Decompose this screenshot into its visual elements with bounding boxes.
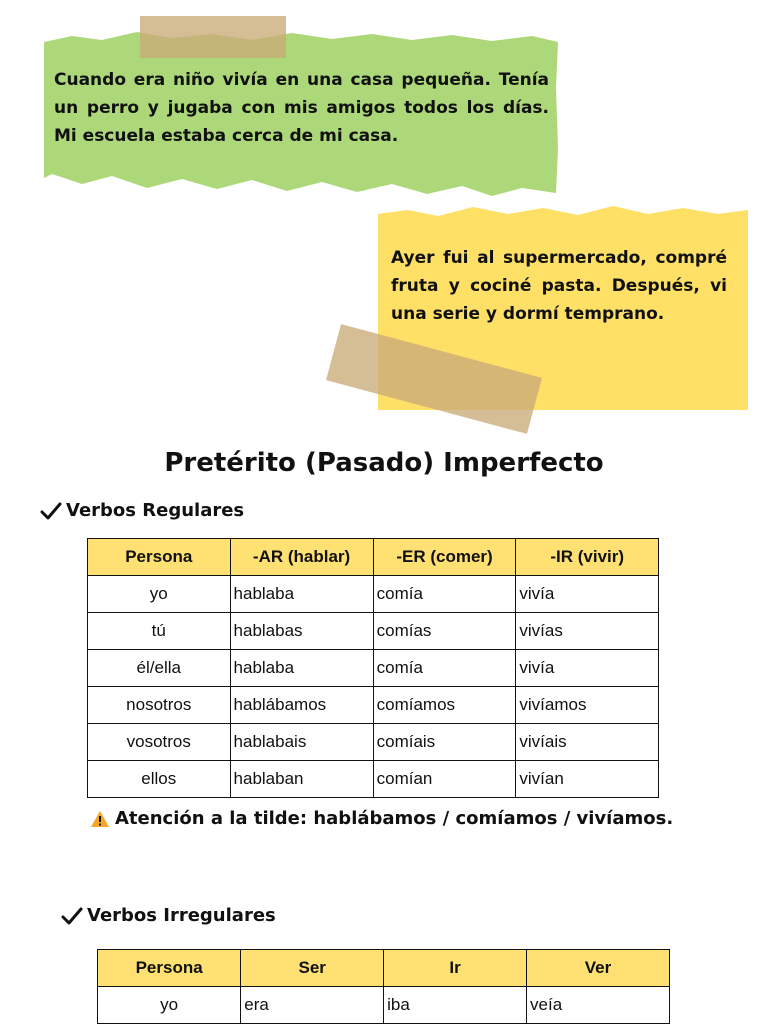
irregular-verbs-heading-label: Verbos Irregulares (87, 905, 276, 926)
table-header: Ver (527, 950, 670, 987)
table-header: -ER (comer) (373, 539, 516, 576)
table-cell: comía (373, 576, 516, 613)
table-cell: comíamos (373, 687, 516, 724)
table-cell: yo (88, 576, 231, 613)
table-cell: era (241, 987, 384, 1024)
table-cell: veía (527, 987, 670, 1024)
irregular-verbs-heading (61, 905, 276, 926)
table-cell: hablábamos (230, 687, 373, 724)
table-cell: hablaba (230, 576, 373, 613)
yellow-note-text: Ayer fui al supermercado, compré fruta y cociné pasta. Después, vi una serie y dormí temprano. (391, 248, 727, 324)
table-cell: comía (373, 650, 516, 687)
table-cell: vivía (516, 650, 659, 687)
table-cell: vivía (516, 576, 659, 613)
table-row (88, 576, 659, 613)
table-cell: yo (98, 987, 241, 1024)
table-cell: tú (88, 613, 231, 650)
page-title: Pretérito (Pasado) Imperfecto (164, 448, 604, 478)
regular-verbs-heading-label: Verbos Regulares (66, 500, 245, 521)
table-row (88, 650, 659, 687)
table-row (98, 987, 670, 1024)
table-header: -AR (hablar) (230, 539, 373, 576)
table-row (88, 687, 659, 724)
table-cell: hablaba (230, 650, 373, 687)
table-header: Persona (88, 539, 231, 576)
table-cell: ellos (88, 761, 231, 798)
green-note (42, 28, 560, 203)
table-cell: comías (373, 613, 516, 650)
table-cell: vivían (516, 761, 659, 798)
warning-text: Atención a la tilde: hablábamos / comíamos / vivíamos. (115, 808, 674, 829)
table-cell: iba (384, 987, 527, 1024)
table-cell: nosotros (88, 687, 231, 724)
table-cell: hablabais (230, 724, 373, 761)
table-header: Persona (98, 950, 241, 987)
warning-icon (90, 810, 110, 828)
table-cell: hablaban (230, 761, 373, 798)
table-cell: hablabas (230, 613, 373, 650)
check-icon (40, 501, 62, 521)
table-cell: él/ella (88, 650, 231, 687)
table-cell: vivíais (516, 724, 659, 761)
table-cell: vivías (516, 613, 659, 650)
table-cell: vivíamos (516, 687, 659, 724)
table-row (88, 761, 659, 798)
regular-verbs-table (87, 538, 659, 798)
accent-warning (90, 808, 673, 829)
table-header: Ser (241, 950, 384, 987)
table-row (88, 724, 659, 761)
irregular-verbs-table (97, 949, 670, 1024)
table-header: -IR (vivir) (516, 539, 659, 576)
tape-strip (140, 16, 286, 58)
table-cell: vosotros (88, 724, 231, 761)
table-cell: comían (373, 761, 516, 798)
check-icon (61, 906, 83, 926)
table-header: Ir (384, 950, 527, 987)
green-note-text: Cuando era niño vivía en una casa pequeña. Tenía un perro y jugaba con mis amigos todos los días. Mi escuela estaba cerca de mi casa. (54, 70, 549, 146)
regular-verbs-heading (40, 500, 244, 521)
table-row (88, 613, 659, 650)
table-cell: comíais (373, 724, 516, 761)
